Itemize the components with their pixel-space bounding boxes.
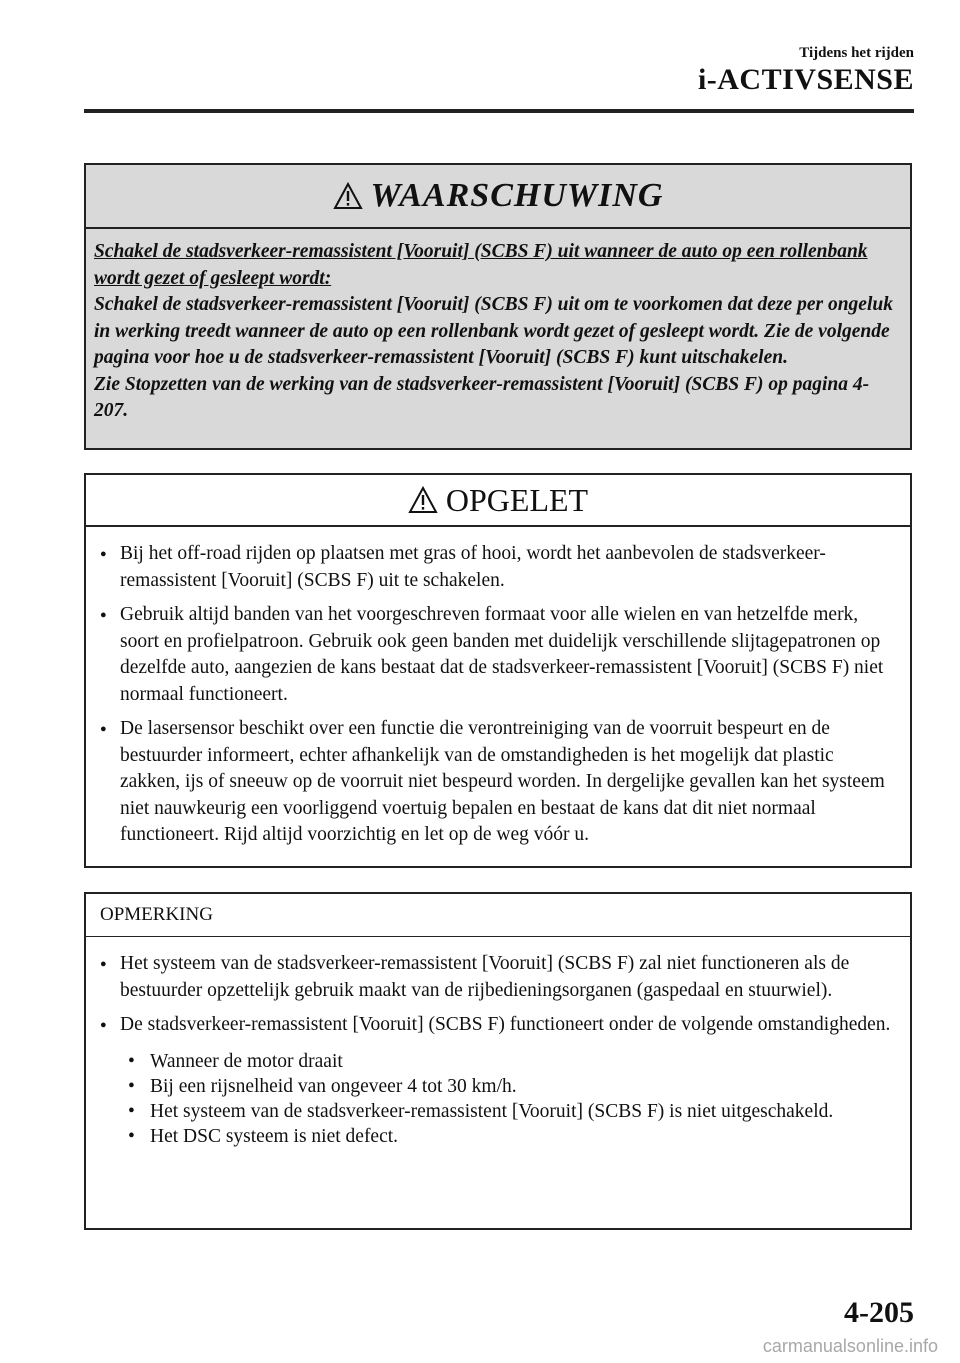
header-rule bbox=[84, 109, 914, 113]
warning-label: WAARSCHUWING bbox=[370, 177, 664, 214]
caution-label: OPGELET bbox=[445, 481, 589, 518]
note-box bbox=[84, 892, 912, 1230]
conditions-list bbox=[120, 1049, 898, 1149]
list-item bbox=[100, 1012, 898, 1149]
warning-heading bbox=[86, 165, 910, 229]
note-heading: OPMERKING bbox=[86, 894, 910, 937]
sub-list-item: • Wanneer de motor draait bbox=[126, 1049, 898, 1074]
caution-list bbox=[86, 527, 910, 849]
sub-list-item: • Het DSC systeem is niet defect. bbox=[126, 1124, 898, 1149]
list-item: ● Het systeem van de stadsverkeer-remassistent [Vooruit] (SCBS F) zal niet functioneren als de bestuurder opzettelijk gebruik maakt van de rijbedieningsorganen (gaspedaal en stuurwiel). bbox=[100, 951, 898, 1004]
list-item-text: De stadsverkeer-remassistent [Vooruit] (SCBS F) functioneert onder de volgende omstandigheden. bbox=[120, 1014, 891, 1035]
warning-lead: Schakel de stadsverkeer-remassistent [Vooruit] (SCBS F) uit wanneer de auto op een rollenbank wordt gezet of gesleept wordt: bbox=[94, 241, 868, 289]
caution-triangle-icon bbox=[408, 486, 438, 514]
list-item: ● De lasersensor beschikt over een functie die verontreiniging van de voorruit bespeurt en de bestuurder informeert, echter afhankelijk van de omstandigheden is het mogelijk dat plastic zakken, ijs of sneeuw op de voorruit niet bespeurd worden. In dergelijke gevallen kan het systeem niet nauwkeurig een voorliggend voertuig bepalen en bestaat de kans dat dit niet normaal functioneert. Rijd altijd voorzichtig en let op de weg vóór u. bbox=[100, 716, 898, 849]
chapter-title: i-ACTIVSENSE bbox=[697, 63, 914, 96]
list-item: ● Bij het off-road rijden op plaatsen met gras of hooi, wordt het aanbevolen de stadsverkeer-remassistent [Vooruit] (SCBS F) uit te schakelen. bbox=[100, 541, 898, 594]
warning-triangle-icon bbox=[333, 182, 363, 210]
warning-box bbox=[84, 163, 912, 450]
section-title: Tijdens het rijden bbox=[799, 45, 914, 61]
sub-list-item: • Bij een rijsnelheid van ongeveer 4 tot 30 km/h. bbox=[126, 1074, 898, 1099]
page-header bbox=[698, 44, 914, 96]
list-item: ● Gebruik altijd banden van het voorgeschreven formaat voor alle wielen en van hetzelfde merk, soort en profielpatroon. Gebruik ook geen banden met duidelijk verschillende slijtagepatronen op dezelfde auto, aangezien de kans bestaat dat de stadsverkeer-remassistent [Vooruit] (SCBS F) niet normaal functioneert. bbox=[100, 602, 898, 708]
site-watermark: carmanualsonline.info bbox=[762, 1336, 938, 1356]
warning-text-2: Zie Stopzetten van de werking van de stadsverkeer-remassistent [Vooruit] (SCBS F) op pagina 4-207. bbox=[94, 373, 870, 421]
caution-heading bbox=[86, 475, 910, 527]
warning-body bbox=[86, 229, 910, 425]
sub-list-item: • Het systeem van de stadsverkeer-remassistent [Vooruit] (SCBS F) is niet uitgeschakeld. bbox=[126, 1099, 898, 1124]
warning-text-1: Schakel de stadsverkeer-remassistent [Vooruit] (SCBS F) uit om te voorkomen dat deze per ongeluk in werking treedt wanneer de auto op een rollenbank wordt gezet of gesleept wordt. Zie de volgende pagina voor hoe u de stadsverkeer-remassistent [Vooruit] (SCBS F) kunt uitschakelen. bbox=[94, 294, 893, 368]
note-list bbox=[86, 937, 910, 1149]
page-number: 4-205 bbox=[844, 1296, 914, 1329]
caution-box bbox=[84, 473, 912, 868]
